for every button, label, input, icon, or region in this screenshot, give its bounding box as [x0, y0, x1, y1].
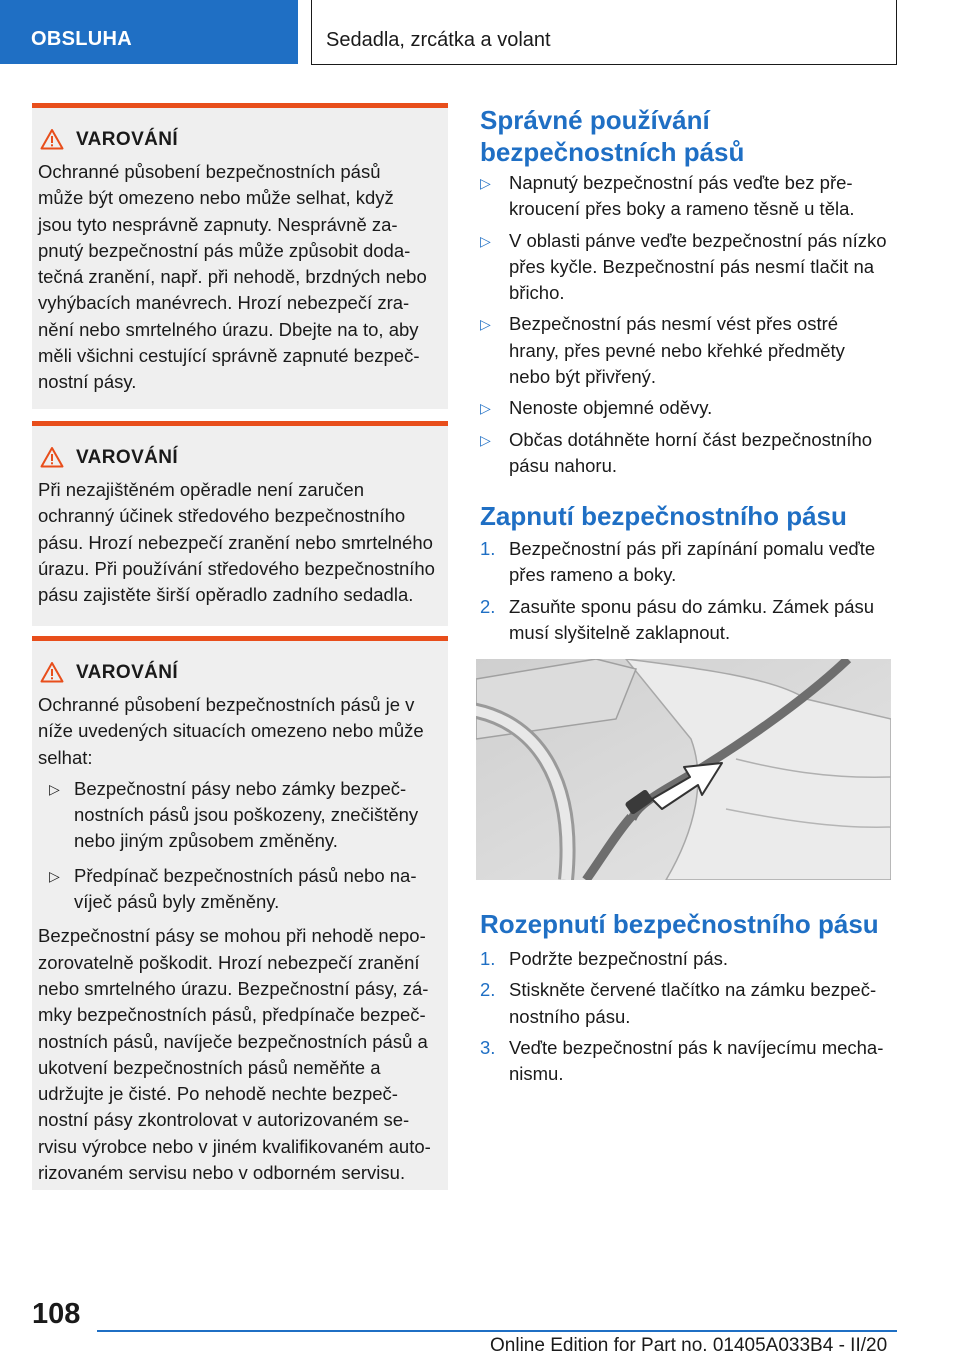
text-line: nostní pásy. — [38, 371, 137, 393]
text-line: ochranný účinek středového bezpečnostního — [38, 505, 406, 527]
header-chapter-label: Sedadla, zrcátka a volant — [326, 29, 551, 51]
warning-triangle-icon — [40, 661, 64, 683]
bullet-triangle-icon: ▷ — [480, 175, 491, 191]
list-item — [480, 594, 896, 647]
warning-text — [38, 477, 442, 608]
text-line: kroucení přes boky a rameno těsně u těla. — [509, 198, 855, 220]
list-item — [480, 536, 896, 589]
text-line: Ochranné působení bezpečnostních pásů — [38, 161, 381, 182]
text-line: nebo smrtelného úrazu. Bezpečnostní pásy, zá‐ — [38, 977, 429, 999]
text-line: Předpínač bezpečnostních pásů nebo na‐ — [74, 864, 417, 886]
text-line: nebo být přivřený. — [509, 366, 657, 388]
warning-title: VAROVÁNÍ — [76, 447, 179, 468]
list-item — [480, 228, 896, 307]
text-line: Bezpečnostní pásy se mohou při nehodě nepo‐ — [38, 925, 426, 947]
text-line: tečná zranění, např. při nehodě, brzdných nebo — [38, 266, 427, 288]
text-line: Ochranné působení bezpečnostních pásů je v — [38, 694, 415, 715]
bullet-triangle-icon: ▷ — [49, 780, 60, 797]
text-line: nebo jiným způsobem změněny. — [74, 830, 338, 852]
text-line: Při nezajištěném opěradle není zaručen — [38, 479, 364, 500]
header-section-label: OBSLUHA — [31, 28, 132, 50]
warning-list — [38, 776, 442, 915]
unfasten-steps-list — [480, 946, 896, 1092]
correct-use-list — [480, 170, 896, 484]
text-line: jsou tyto nesprávně zapnuty. Nesprávně za‐ — [38, 213, 398, 235]
text-line: nění nebo smrtelného úrazu. Dbejte na to, aby — [38, 318, 419, 340]
text-line: může být omezeno nebo může selhat, když — [38, 187, 394, 209]
text-line: Nenoste objemné oděvy. — [509, 397, 713, 419]
text-line: Zasuňte sponu pásu do zámku. Zámek pásu — [509, 595, 875, 617]
warning-box-2 — [32, 421, 448, 626]
text-line: nostních pásů, navíječe bezpečnostních pásů a — [38, 1030, 428, 1052]
text-line: pásu. Hrozí nebezpečí zranění nebo smrtelného — [38, 531, 433, 553]
text-line: níže uvedených situacích omezeno nebo může — [38, 720, 424, 742]
text-line: Bezpečnostní pás nesmí vést přes ostré — [509, 313, 839, 335]
fasten-steps-list — [480, 536, 896, 651]
text-line: udržujte je čisté. Po nehodě nechte bezpeč‐ — [38, 1083, 398, 1105]
header-section-tab — [0, 0, 298, 64]
warning-box-3 — [32, 636, 448, 1190]
list-item — [38, 863, 442, 916]
list-item — [480, 311, 896, 390]
header-chapter-box — [311, 0, 897, 65]
text-line: přes kyčle. Bezpečnostní pás nesmí tlačit na — [509, 255, 875, 277]
step-number: 1. — [480, 538, 496, 559]
text-line: víječ pásů byly změněny. — [74, 891, 280, 913]
text-line: selhat: — [38, 746, 93, 768]
list-item — [480, 977, 896, 1030]
text-line: přes rameno a boky. — [509, 564, 677, 586]
text-line: vyhýbacích manévrech. Hrozí nebezpečí zra‐ — [38, 292, 410, 314]
warning-triangle-icon — [40, 446, 64, 468]
warning-title: VAROVÁNÍ — [76, 129, 179, 150]
heading-line: Správné používání — [480, 105, 710, 135]
text-line: Bezpečnostní pásy nebo zámky bezpeč‐ — [74, 777, 407, 799]
list-item — [38, 776, 442, 855]
step-number: 2. — [480, 979, 496, 1001]
footer-divider — [97, 1330, 897, 1332]
section-heading-correct-use — [480, 104, 744, 168]
text-line: rvisu výrobce nebo v jiném kvalifikovaném auto‐ — [38, 1135, 431, 1157]
text-line: Podržte bezpečnostní pás. — [509, 948, 729, 969]
step-number: 2. — [480, 595, 496, 617]
bullet-triangle-icon: ▷ — [480, 232, 491, 249]
list-item — [480, 427, 896, 480]
text-line: Napnutý bezpečnostní pás veďte bez pře‐ — [509, 172, 853, 193]
bullet-triangle-icon: ▷ — [480, 400, 491, 417]
text-line: Stiskněte červené tlačítko na zámku bezpeč‐ — [509, 979, 877, 1001]
text-line: pásu nahoru. — [509, 454, 618, 476]
text-line: V oblasti pánve veďte bezpečnostní pás nízko — [509, 229, 887, 251]
footer-edition-text: Online Edition for Part no. 01405A033B4 - II/20 — [490, 1335, 888, 1356]
text-line: Veďte bezpečnostní pás k navíjecímu mecha‐ — [509, 1036, 884, 1058]
text-line: musí slyšitelně zaklapnout. — [509, 621, 731, 643]
text-line: mky bezpečnostních pásů, předpínače bezpeč‐ — [38, 1004, 426, 1026]
seatbelt-buckle-illustration — [476, 659, 891, 880]
text-line: Občas dotáhněte horní část bezpečnostního — [509, 428, 873, 450]
warning-title: VAROVÁNÍ — [76, 662, 179, 683]
text-line: nostní pásy zkontrolovat v autorizovaném se‐ — [38, 1109, 410, 1131]
text-line: hrany, přes pevné nebo křehké předměty — [509, 339, 845, 361]
seatbelt-illustration-drawing — [476, 659, 891, 880]
heading-line: bezpečnostních pásů — [480, 137, 745, 167]
list-item — [480, 946, 896, 972]
text-line: měli všichni cestující správně zapnuté bezpeč‐ — [38, 345, 420, 367]
warning-triangle-icon — [40, 128, 64, 150]
heading-line: Rozepnutí bezpečnostního pásu — [480, 909, 879, 939]
warning-text — [38, 692, 442, 1186]
list-item — [480, 1035, 896, 1088]
section-heading-fasten — [480, 500, 847, 532]
list-item — [480, 170, 896, 223]
warning-box-1 — [32, 103, 448, 409]
text-line: zorovatelně poškodit. Hrozí nebezpečí zranění — [38, 951, 420, 973]
text-line: břicho. — [509, 282, 565, 304]
text-line: úrazu. Při používání středového bezpečnostního — [38, 557, 435, 579]
text-line: pnutý bezpečnostní pás může způsobit doda‐ — [38, 239, 411, 261]
text-line: Bezpečnostní pás při zapínání pomalu veďte — [509, 538, 876, 559]
bullet-triangle-icon: ▷ — [480, 316, 491, 333]
text-line: ukotvení bezpečnostních pásů neměňte a — [38, 1056, 381, 1078]
step-number: 1. — [480, 948, 496, 969]
text-line: rizovaném servisu nebo v odborném servisu. — [38, 1162, 406, 1184]
section-heading-unfasten — [480, 908, 879, 940]
page-number: 108 — [32, 1298, 81, 1330]
text-line: nostního pásu. — [509, 1005, 631, 1027]
list-item — [480, 395, 896, 421]
heading-line: Zapnutí bezpečnostního pásu — [480, 501, 847, 531]
text-line: nismu. — [509, 1063, 564, 1085]
bullet-triangle-icon: ▷ — [480, 431, 491, 448]
step-number: 3. — [480, 1036, 496, 1058]
bullet-triangle-icon: ▷ — [49, 867, 60, 884]
warning-text — [38, 159, 442, 396]
text-line: pásu zajistěte širší opěradlo zadního sedadla. — [38, 584, 414, 606]
text-line: nostních pásů jsou poškozeny, znečištěny — [74, 804, 419, 826]
